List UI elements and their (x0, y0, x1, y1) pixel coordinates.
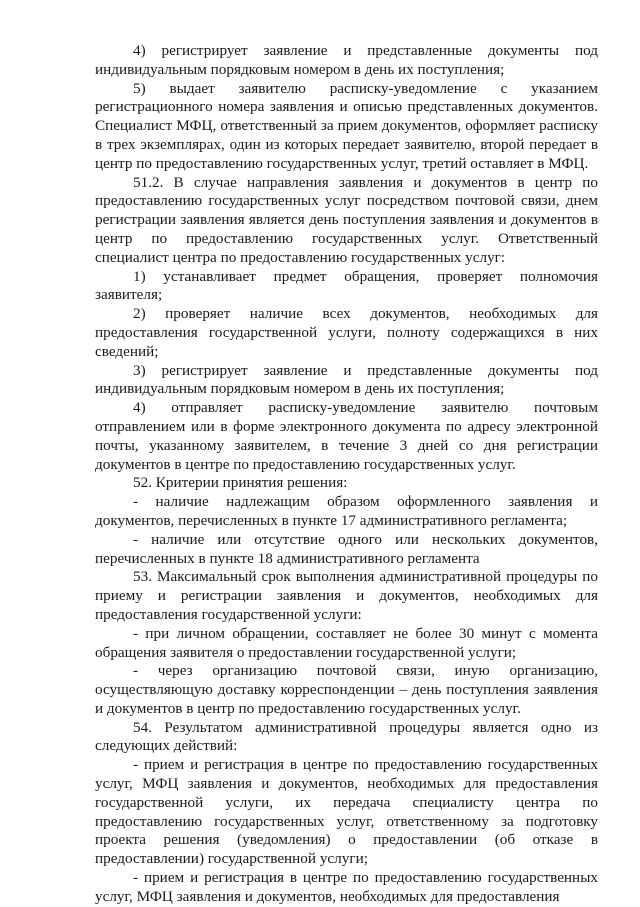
paragraph-51-2: 51.2. В случае направления заявления и документов в центр по предоставлению государственных услуг посредством почтовой связи, днем регистрации заявления является день поступления заявления и документов в центр по предоставлению государственных услуг. Ответственный специалист центра по предоставлению государственных услуг: (95, 173, 598, 266)
paragraph-item-4-send: 4) отправляет расписку-уведомление заявителю почтовым отправлением или в форме электронного документа по адресу электронной почты, указанному заявителем, в течение 3 дней со дня регистрации документов в центре по предоставлению государственных услуг. (95, 399, 598, 473)
paragraph-item-5-receipt: 5) выдает заявителю расписку-уведомление с указанием регистрационного номера заявления и описью представленных документов. Специалист МФЦ, ответственный за прием документов, оформляет расписку в трех экземплярах, один из которых передает заявителю, второй передает в центр по предоставлению государственных услуг, третий оставляет в МФЦ. (95, 79, 598, 172)
document-page (95, 42, 598, 907)
paragraph-54-result-1: - прием и регистрация в центре по предоставлению государственных услуг, МФЦ заявления и документов, необходимых для предоставления государственной услуги, их передача специалисту центра по предоставлению государственных услуг, ответственному за подготовку проекта решения (уведомления) о предоставлении (об отказе в предоставлении) государственной услуги; (95, 756, 598, 868)
paragraph-52-criterion-2: - наличие или отсутствие одного или нескольких документов, перечисленных в пункте 18 административного регламента (95, 530, 598, 567)
paragraph-52-criterion-1: - наличие надлежащим образом оформленного заявления и документов, перечисленных в пункте 17 административного регламента; (95, 493, 598, 529)
paragraph-53-heading: 53. Максимальный срок выполнения административной процедуры по приему и регистрации заявления и документов, необходимых для предоставления государственной услуги: (95, 568, 598, 623)
paragraph-item-2: 2) проверяет наличие всех документов, необходимых для предоставления государственной услуги, полноту содержащихся в них сведений; (95, 305, 598, 360)
paragraph-item-4-register: 4) регистрирует заявление и представленные документы под индивидуальным порядковым номером в день их поступления; (95, 42, 598, 78)
paragraph-54-heading: 54. Результатом административной процедуры является одно из следующих действий: (95, 718, 598, 755)
paragraph-54-result-2: - прием и регистрация в центре по предоставлению государственных услуг, МФЦ заявления и документов, необходимых для предоставления (95, 869, 598, 905)
paragraph-item-1: 1) устанавливает предмет обращения, проверяет полномочия заявителя; (95, 267, 598, 304)
paragraph-53-post: - через организацию почтовой связи, иную организацию, осуществляющую доставку корреспонденции – день поступления заявления и документов в центр по предоставлению государственных услуг. (95, 662, 598, 717)
paragraph-item-3: 3) регистрирует заявление и представленные документы под индивидуальным порядковым номером в день их поступления; (95, 361, 598, 398)
paragraph-53-personal: - при личном обращении, составляет не более 30 минут с момента обращения заявителя о предоставлении государственной услуги; (95, 624, 598, 661)
paragraph-52-heading: 52. Критерии принятия решения: (133, 474, 348, 492)
